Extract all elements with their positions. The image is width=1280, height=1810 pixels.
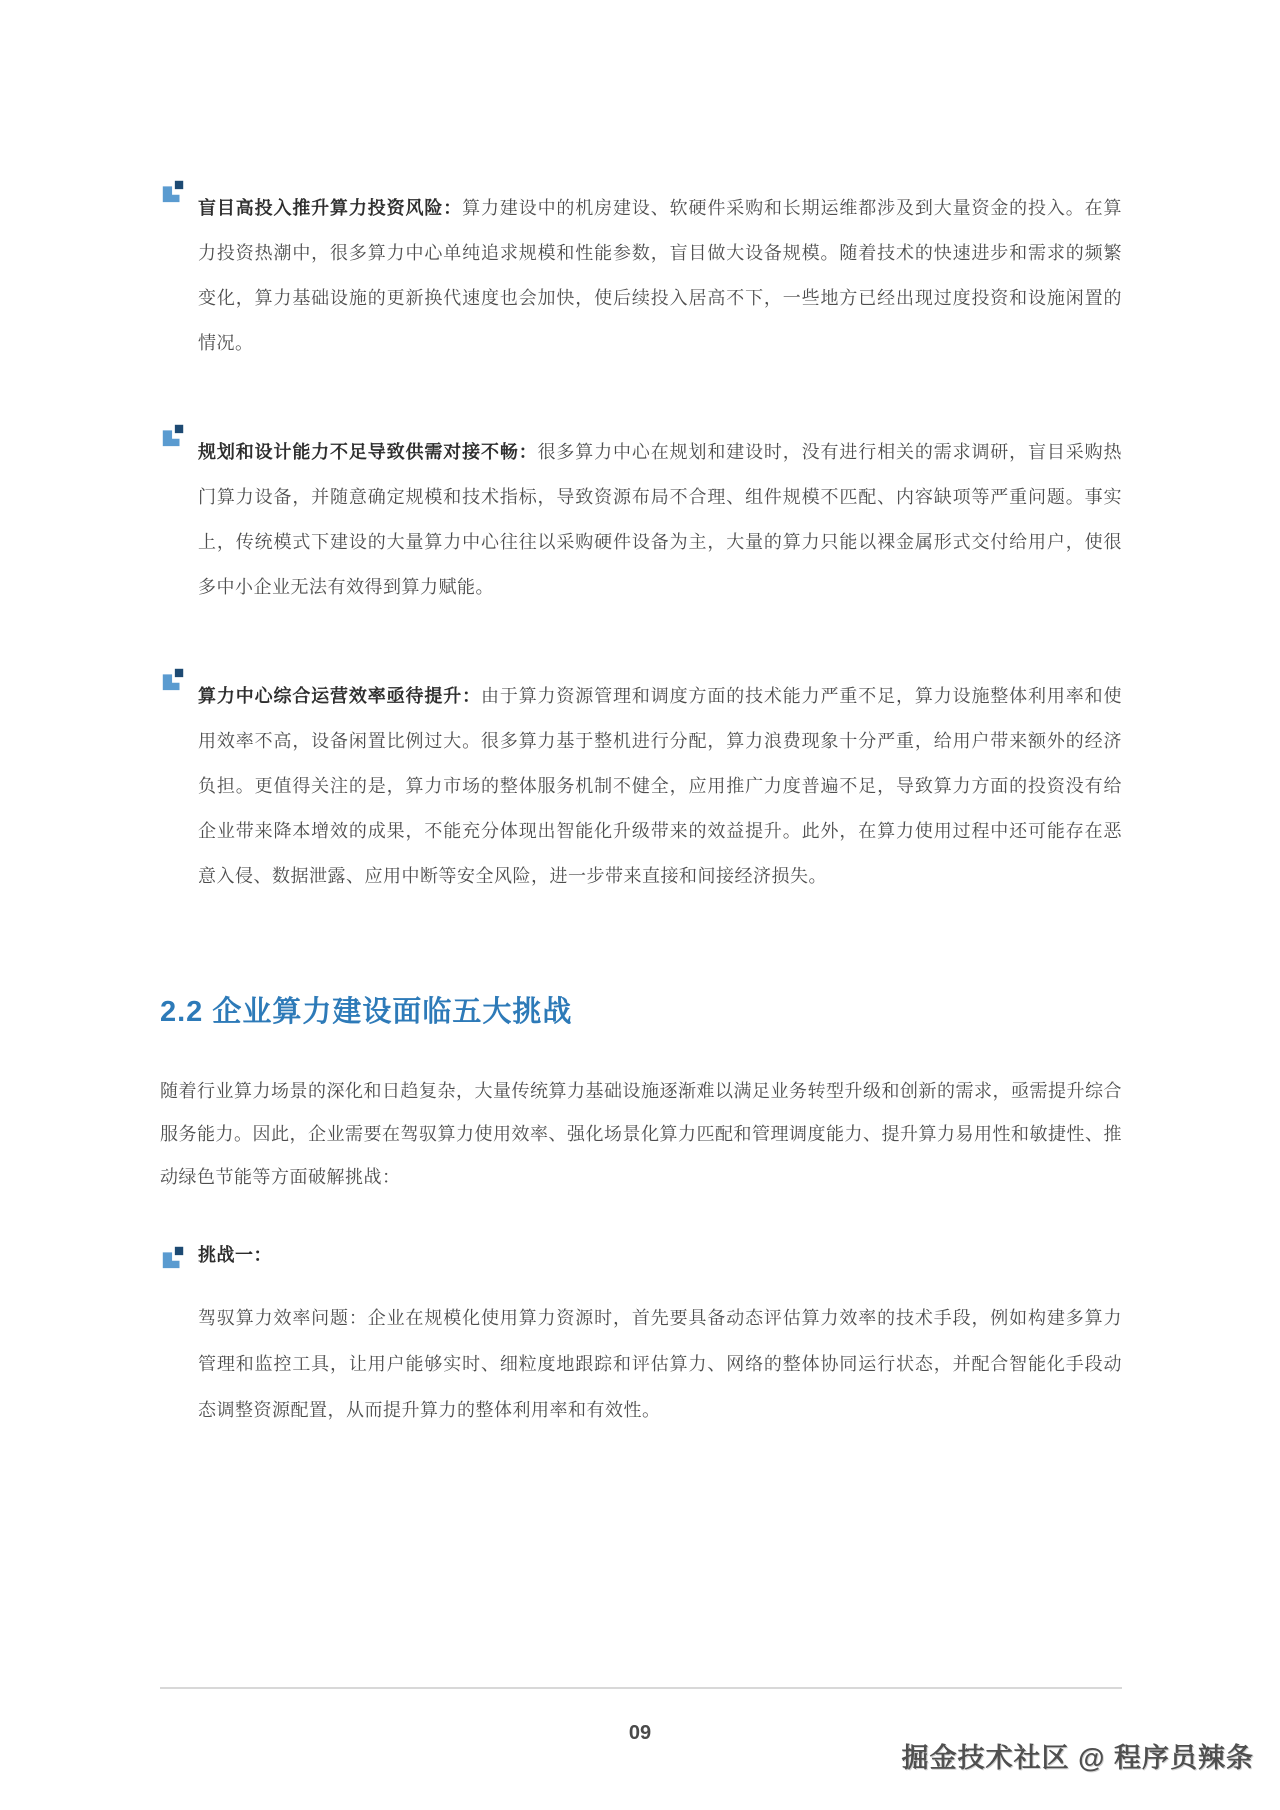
section-heading: 2.2 企业算力建设面临五大挑战 xyxy=(160,996,573,1028)
section-intro-paragraph: 随着行业算力场景的深化和日趋复杂，大量传统算力基础设施逐渐难以满足业务转型升级和创新的需求，亟需提升综合服务能力。因此，企业需要在驾驭算力使用效率、强化场景化算力匹配和管理调度能力、提升算力易用性和敏捷性、推动绿色节能等方面破解挑战： xyxy=(160,1081,1122,1187)
square-l-logo-icon xyxy=(160,177,186,205)
challenge-one-paragraph: 驾驭算力效率问题：企业在规模化使用算力资源时，首先要具备动态评估算力效率的技术手段，例如构建多算力管理和监控工具，让用户能够实时、细粒度地跟踪和评估算力、网络的整体协同运行状态，并配合智能化手段动态调整资源配置，从而提升算力的整体利用率和有效性。 xyxy=(198,1308,1122,1420)
bullet-marker-icon xyxy=(160,168,198,205)
square-l-logo-icon xyxy=(160,1243,186,1271)
bullet-paragraph xyxy=(198,674,1122,899)
bullet-item-operation-efficiency xyxy=(160,656,1122,917)
square-l-logo-icon xyxy=(160,665,186,693)
bullet-marker-icon xyxy=(160,412,198,449)
page-number: 09 xyxy=(628,1722,652,1744)
bullet-lead-text: 算力中心综合运营效率亟待提升： xyxy=(198,686,481,706)
bullet-body-text: 由于算力资源管理和调度方面的技术能力严重不足，算力设施整体利用率和使用效率不高，设备闲置比例过大。很多算力基于整机进行分配，算力浪费现象十分严重，给用户带来额外的经济负担。更值得关注的是，算力市场的整体服务机制不健全，应用推广力度普遍不足，导致算力方面的投资没有给企业带来降本增效的成果，不能充分体现出智能化升级带来的效益提升。此外，在算力使用过程中还可能存在恶意入侵、数据泄露、应用中断等安全风险，进一步带来直接和间接经济损失。 xyxy=(198,686,1122,886)
page-content xyxy=(160,0,1122,1451)
bullet-body-text: 很多算力中心在规划和建设时，没有进行相关的需求调研，盲目采购热门算力设备，并随意确定规模和技术指标，导致资源布局不合理、组件规模不匹配、内容缺项等严重问题。事实上，传统模式下建设的大量算力中心往往以采购硬件设备为主，大量的算力只能以裸金属形式交付给用户，使很多中小企业无法有效得到算力赋能。 xyxy=(198,442,1122,597)
bullet-marker-icon xyxy=(160,656,198,693)
bullet-lead-text: 盲目高投入推升算力投资风险： xyxy=(198,198,463,218)
bullet-lead-text: 规划和设计能力不足导致供需对接不畅： xyxy=(198,442,538,462)
bullet-paragraph xyxy=(198,186,1122,366)
bullet-item-planning-gap xyxy=(160,412,1122,628)
bullet-item-challenge-one xyxy=(160,1241,1122,1271)
square-l-logo-icon xyxy=(160,421,186,449)
bullet-marker-icon xyxy=(160,1241,198,1271)
challenge-one-label: 挑战一： xyxy=(198,1245,272,1265)
footer-divider xyxy=(160,1687,1122,1689)
bullet-body-text: 算力建设中的机房建设、软硬件采购和长期运维都涉及到大量资金的投入。在算力投资热潮中，很多算力中心单纯追求规模和性能参数，盲目做大设备规模。随着技术的快速进步和需求的频繁变化，算力基础设施的更新换代速度也会加快，使后续投入居高不下，一些地方已经出现过度投资和设施闲置的情况。 xyxy=(198,198,1123,353)
bullet-item-investment-risk xyxy=(160,168,1122,384)
bullet-paragraph xyxy=(198,430,1122,610)
watermark-text: 掘金技术社区 @ 程序员辣条 xyxy=(901,1743,1254,1773)
